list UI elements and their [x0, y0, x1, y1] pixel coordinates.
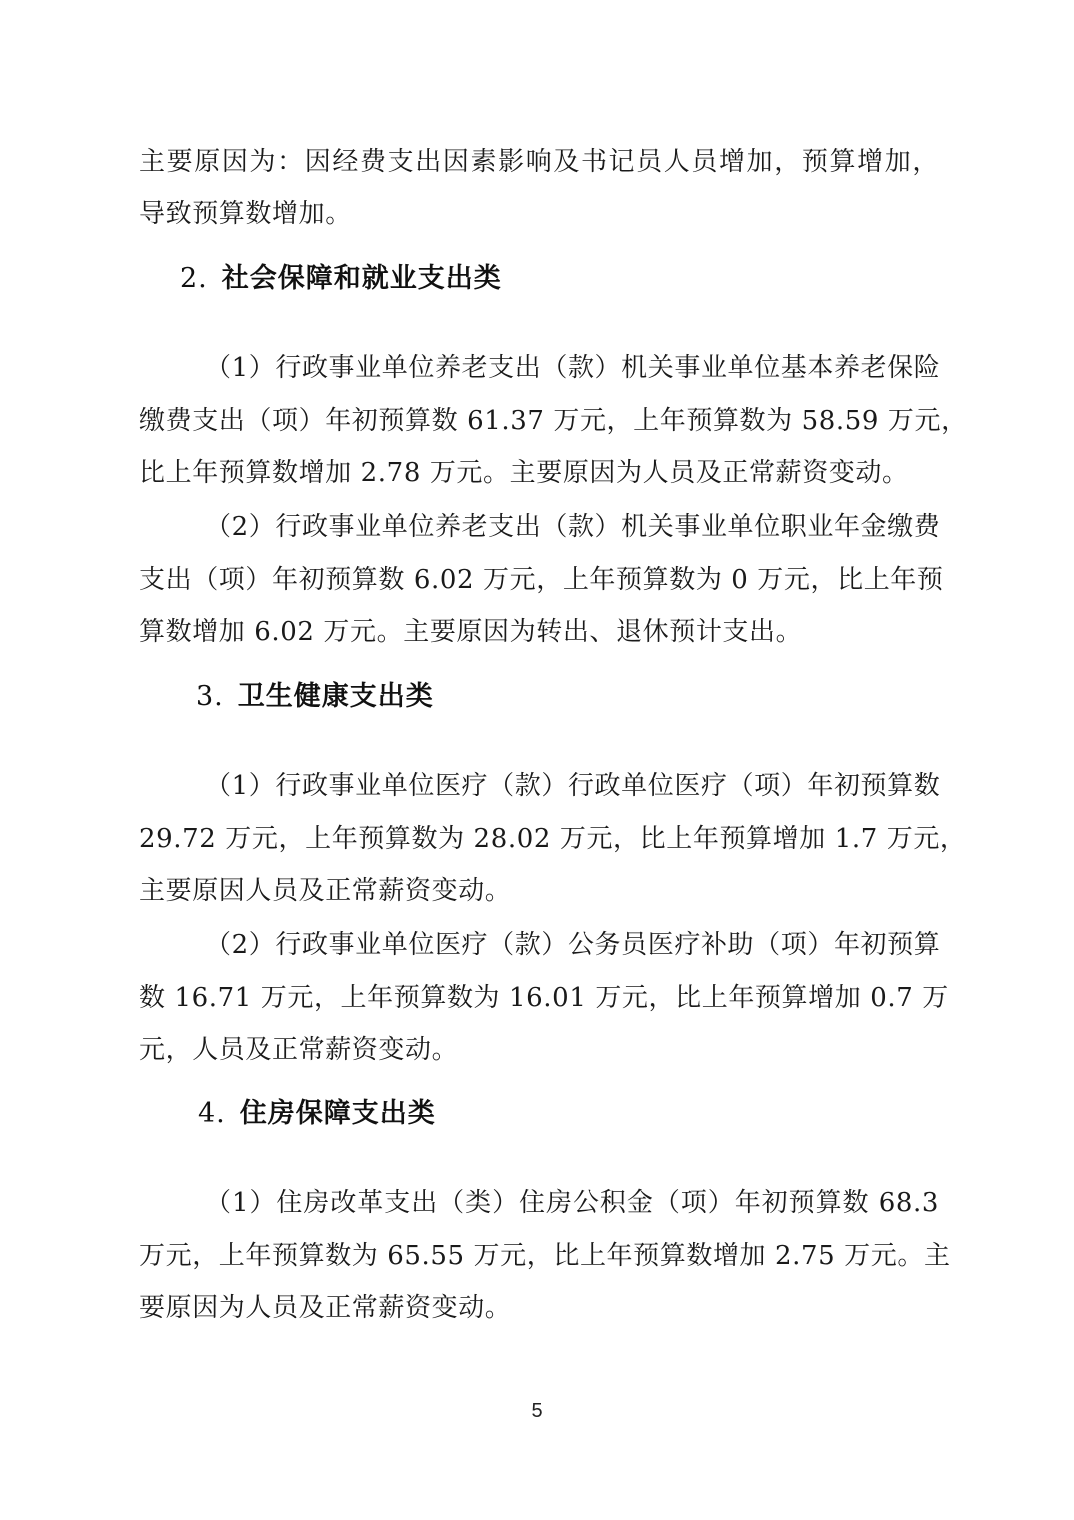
paragraph-line: 29.72 万元，上年预算数为 28.02 万元，比上年预算增加 1.7 万元，	[139, 824, 967, 854]
paragraph-line: 数 16.71 万元，上年预算数为 16.01 万元，比上年预算增加 0.7 万	[139, 983, 949, 1013]
section-title: 卫生健康支出类	[237, 681, 434, 712]
paragraph-line: 万元，上年预算数为 65.55 万元，比上年预算数增加 2.75 万元。主	[139, 1241, 951, 1271]
paragraph-line: 缴费支出（项）年初预算数 61.37 万元，上年预算数为 58.59 万元，	[139, 406, 968, 436]
paragraph-line: （1）行政事业单位医疗（款）行政单位医疗（项）年初预算数	[205, 771, 941, 801]
intro-line-2: 导致预算数增加。	[139, 199, 352, 229]
paragraph-line: （2）行政事业单位医疗（款）公务员医疗补助（项）年初预算	[205, 930, 941, 960]
paragraph-line: 元，人员及正常薪资变动。	[139, 1035, 459, 1065]
section-title: 社会保障和就业支出类	[221, 263, 502, 294]
section-title: 住房保障支出类	[239, 1098, 436, 1129]
paragraph-line: 算数增加 6.02 万元。主要原因为转出、退休预计支出。	[139, 617, 803, 647]
section-number: 4.	[198, 1098, 226, 1129]
paragraph-line: 要原因为人员及正常薪资变动。	[139, 1293, 512, 1323]
paragraph-line: （1）住房改革支出（类）住房公积金（项）年初预算数 68.3	[205, 1188, 939, 1218]
paragraph-line: 主要原因人员及正常薪资变动。	[139, 876, 512, 906]
section-heading-3	[196, 680, 434, 714]
page-number: 5	[531, 1400, 543, 1422]
paragraph-line: 比上年预算数增加 2.78 万元。主要原因为人员及正常薪资变动。	[139, 458, 909, 488]
paragraph-line: （2）行政事业单位养老支出（款）机关事业单位职业年金缴费	[205, 512, 941, 542]
section-number: 2.	[180, 263, 208, 294]
section-number: 3.	[196, 681, 224, 712]
paragraph-line: 支出（项）年初预算数 6.02 万元，上年预算数为 0 万元，比上年预	[139, 565, 944, 595]
intro-line-1: 主要原因为：因经费支出因素影响及书记员人员增加，预算增加，	[139, 147, 939, 177]
section-heading-2	[180, 262, 502, 296]
paragraph-line: （1）行政事业单位养老支出（款）机关事业单位基本养老保险	[205, 353, 941, 383]
section-heading-4	[198, 1097, 436, 1131]
